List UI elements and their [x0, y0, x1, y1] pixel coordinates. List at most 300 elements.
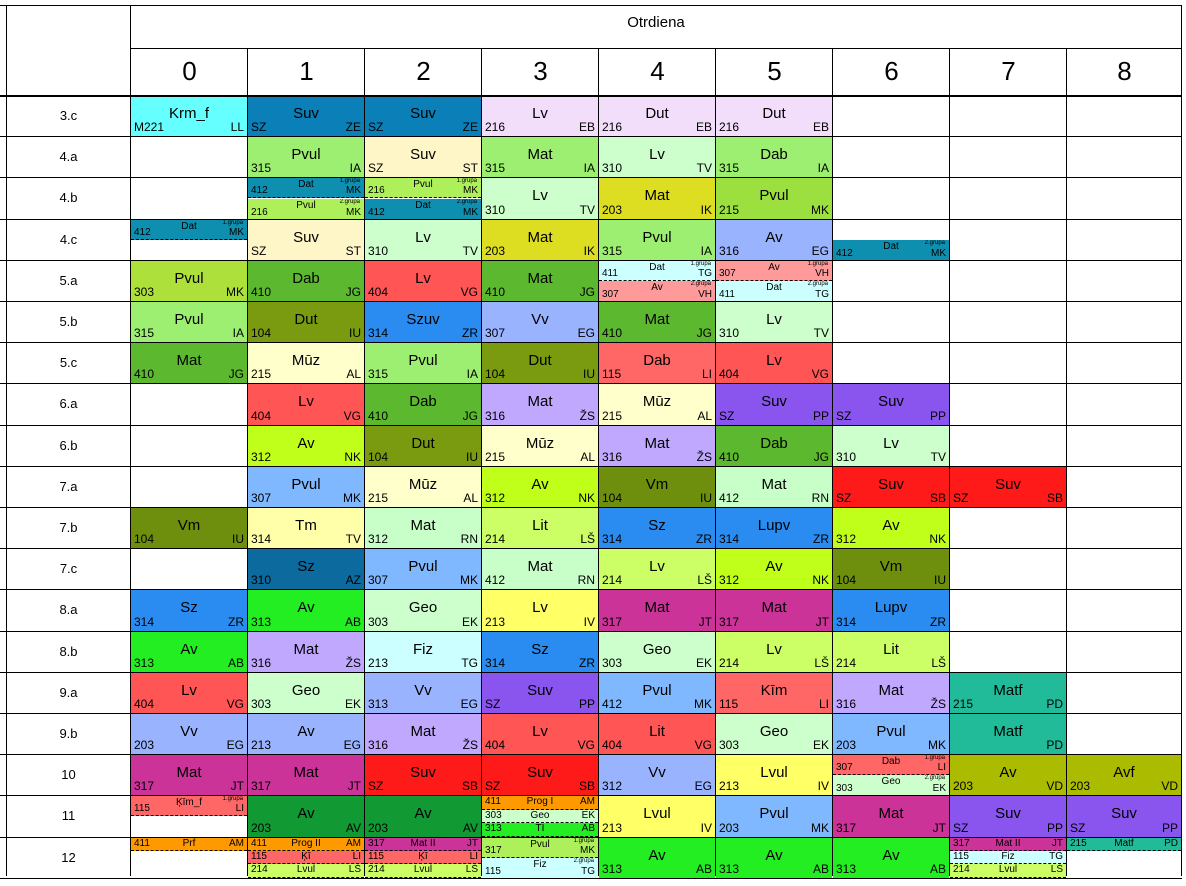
lesson-teacher: EK: [812, 738, 829, 753]
lesson-cell[interactable]: [716, 178, 832, 218]
lesson-cell[interactable]: [599, 467, 715, 507]
lesson-room: 115: [485, 865, 501, 877]
grid-line: [0, 5, 1182, 6]
lesson-cell[interactable]: [716, 673, 832, 713]
lesson-cell[interactable]: [131, 838, 247, 851]
lesson-cell[interactable]: [599, 343, 715, 383]
lesson-room: 312: [251, 449, 272, 464]
lesson-subject: Dab: [292, 269, 320, 287]
lesson-cell[interactable]: [248, 302, 364, 342]
lesson-cell[interactable]: [950, 838, 1066, 851]
lesson-cell[interactable]: [131, 343, 247, 383]
lesson-group: 1.grupa: [573, 837, 594, 844]
lesson-cell[interactable]: [833, 714, 949, 754]
lesson-teacher: IU: [700, 490, 712, 505]
lesson-teacher: LI: [352, 851, 361, 862]
lesson-cell[interactable]: [248, 838, 364, 851]
lesson-cell[interactable]: [248, 851, 364, 864]
lesson-subject: Prf: [182, 837, 196, 849]
lesson-teacher: AL: [346, 367, 361, 382]
lesson-cell[interactable]: [1067, 755, 1181, 795]
lesson-cell[interactable]: [833, 549, 949, 589]
lesson-cell[interactable]: [131, 96, 247, 136]
lesson-room: 314: [602, 532, 623, 547]
lesson-cell[interactable]: [716, 220, 832, 260]
lesson-group: 1.grupa: [456, 178, 477, 185]
lesson-cell[interactable]: [365, 467, 481, 507]
lesson-room: 315: [368, 367, 389, 382]
lesson-cell[interactable]: [365, 673, 481, 713]
lesson-cell[interactable]: [599, 178, 715, 218]
lesson-room: 404: [368, 284, 389, 299]
lesson-room: 317: [485, 844, 502, 856]
lesson-room: 410: [251, 284, 272, 299]
lesson-cell[interactable]: [482, 549, 598, 589]
lesson-subject: Matf: [993, 681, 1023, 699]
lesson-room: 213: [719, 779, 740, 794]
lesson-cell[interactable]: [482, 261, 598, 301]
lesson-cell[interactable]: [833, 384, 949, 424]
lesson-cell[interactable]: [248, 755, 364, 795]
lesson-teacher: LI: [701, 367, 712, 382]
lesson-teacher: IA: [466, 367, 478, 382]
lesson-cell[interactable]: [599, 302, 715, 342]
lesson-room: 313: [719, 861, 740, 876]
class-label: 4.a: [59, 149, 78, 164]
lesson-cell[interactable]: [599, 755, 715, 795]
lesson-subject: Ķī: [301, 851, 311, 862]
lesson-cell[interactable]: [482, 755, 598, 795]
lesson-cell[interactable]: [950, 755, 1066, 795]
lesson-teacher: NK: [578, 490, 595, 505]
lesson-room: 303: [251, 696, 272, 711]
lesson-cell[interactable]: [833, 508, 949, 548]
lesson-cell[interactable]: [365, 714, 481, 754]
lesson-room: 317: [368, 837, 385, 849]
lesson-room: 303: [134, 284, 155, 299]
lesson-cell[interactable]: [482, 137, 598, 177]
lesson-subject: Lupv: [874, 599, 908, 617]
lesson-subject: Sz: [648, 517, 666, 534]
lesson-room: 314: [836, 614, 857, 629]
lesson-cell[interactable]: [716, 590, 832, 630]
lesson-cell[interactable]: [950, 851, 1066, 864]
lesson-subject: Av: [765, 228, 783, 246]
lesson-cell[interactable]: [599, 508, 715, 548]
lesson-cell[interactable]: [482, 714, 598, 754]
lesson-teacher: MK: [346, 206, 361, 218]
lesson-subject: Lv: [883, 434, 899, 452]
lesson-cell[interactable]: [716, 796, 832, 836]
lesson-teacher: MK: [928, 738, 946, 753]
lesson-cell[interactable]: [599, 137, 715, 177]
lesson-teacher: EK: [932, 783, 946, 795]
lesson-subject: Geo: [759, 723, 789, 740]
lesson-teacher: ŽS: [696, 449, 712, 464]
lesson-cell[interactable]: [833, 755, 949, 775]
lesson-cell[interactable]: [131, 590, 247, 630]
period-header-6: 6: [884, 56, 899, 86]
lesson-cell[interactable]: [716, 632, 832, 672]
lesson-cell[interactable]: [248, 549, 364, 589]
lesson-room: 316: [485, 408, 506, 423]
lesson-room: 203: [368, 820, 389, 835]
lesson-subject: Mūz: [642, 393, 672, 411]
lesson-teacher: VG: [226, 696, 244, 711]
lesson-cell[interactable]: [365, 549, 481, 589]
lesson-cell[interactable]: [365, 426, 481, 466]
lesson-cell[interactable]: [131, 673, 247, 713]
lesson-subject: Pvul: [174, 269, 204, 287]
class-label: 7.a: [59, 479, 78, 494]
lesson-cell[interactable]: [365, 96, 481, 136]
lesson-cell[interactable]: [248, 864, 364, 877]
lesson-teacher: PD: [1164, 837, 1178, 849]
lesson-cell[interactable]: [482, 590, 598, 630]
lesson-cell[interactable]: [716, 467, 832, 507]
lesson-room: 412: [836, 247, 853, 259]
lesson-teacher: RN: [460, 532, 478, 547]
lesson-cell[interactable]: [365, 755, 481, 795]
lesson-cell[interactable]: [950, 796, 1066, 836]
lesson-room: 316: [251, 655, 272, 670]
lesson-cell[interactable]: [248, 714, 364, 754]
lesson-subject: Lv: [415, 269, 431, 287]
lesson-cell[interactable]: [599, 590, 715, 630]
lesson-teacher: ZR: [579, 655, 595, 670]
period-header-4: 4: [650, 56, 665, 86]
lesson-subject: Lvul: [998, 864, 1018, 876]
lesson-teacher: EG: [343, 738, 361, 753]
lesson-cell[interactable]: [131, 714, 247, 754]
lesson-cell[interactable]: [599, 632, 715, 672]
grid-line: [0, 672, 1182, 673]
lesson-subject: Lv: [766, 640, 782, 658]
lesson-cell[interactable]: [716, 261, 832, 281]
lesson-cell[interactable]: [833, 796, 949, 836]
lesson-subject: Mūz: [291, 352, 321, 370]
lesson-cell[interactable]: [716, 343, 832, 383]
lesson-room: 314: [485, 655, 506, 670]
lesson-cell[interactable]: [365, 384, 481, 424]
lesson-room: 411: [251, 837, 267, 849]
lesson-teacher: MK: [463, 185, 478, 197]
lesson-subject: Av: [297, 599, 315, 617]
lesson-cell[interactable]: [131, 508, 247, 548]
lesson-teacher: PP: [1161, 820, 1178, 835]
lesson-room: 216: [368, 185, 385, 197]
lesson-subject: Pvul: [413, 179, 433, 191]
lesson-room: 307: [251, 490, 272, 505]
lesson-subject: Suv: [878, 393, 904, 411]
lesson-cell[interactable]: [716, 281, 832, 301]
lesson-cell[interactable]: [716, 426, 832, 466]
lesson-cell[interactable]: [599, 549, 715, 589]
lesson-cell[interactable]: [482, 810, 598, 823]
lesson-cell[interactable]: [833, 838, 949, 878]
lesson-cell[interactable]: [248, 508, 364, 548]
lesson-subject: Ķīm_f: [175, 797, 203, 809]
lesson-cell[interactable]: [482, 838, 598, 858]
lesson-subject: Av: [297, 723, 315, 740]
lesson-cell[interactable]: [248, 137, 364, 177]
class-label: 11: [61, 808, 76, 823]
lesson-cell[interactable]: [716, 302, 832, 342]
lesson-room: 410: [368, 408, 389, 423]
lesson-room: 317: [953, 837, 970, 849]
lesson-teacher: LI: [469, 851, 478, 862]
lesson-teacher: JT: [466, 837, 478, 849]
lesson-cell[interactable]: [365, 796, 481, 836]
lesson-cell[interactable]: [833, 632, 949, 672]
lesson-cell[interactable]: [482, 178, 598, 218]
lesson-teacher: VH: [698, 288, 712, 300]
lesson-cell[interactable]: [599, 261, 715, 281]
lesson-cell[interactable]: [833, 240, 949, 260]
lesson-cell[interactable]: [131, 755, 247, 795]
lesson-cell[interactable]: [482, 96, 598, 136]
lesson-cell[interactable]: [248, 261, 364, 301]
lesson-cell[interactable]: [131, 220, 247, 240]
lesson-cell[interactable]: [248, 343, 364, 383]
lesson-cell[interactable]: [950, 467, 1066, 507]
lesson-subject: Mat: [527, 146, 553, 164]
lesson-teacher: IV: [583, 614, 595, 629]
lesson-room: 214: [953, 864, 970, 876]
lesson-teacher: TG: [461, 655, 478, 670]
lesson-cell[interactable]: [248, 467, 364, 507]
lesson-cell[interactable]: [365, 343, 481, 383]
class-label: 8.a: [59, 602, 78, 617]
lesson-cell[interactable]: [1067, 796, 1181, 836]
lesson-cell[interactable]: [482, 467, 598, 507]
lesson-subject: Dat: [766, 281, 782, 293]
lesson-teacher: RN: [811, 490, 829, 505]
lesson-cell[interactable]: [248, 199, 364, 219]
lesson-teacher: MK: [346, 185, 361, 197]
lesson-cell[interactable]: [482, 796, 598, 809]
lesson-cell[interactable]: [365, 137, 481, 177]
lesson-cell[interactable]: [365, 302, 481, 342]
lesson-cell[interactable]: [716, 838, 832, 878]
lesson-cell[interactable]: [950, 864, 1066, 877]
lesson-subject: Sz: [180, 599, 198, 617]
lesson-teacher: AV: [345, 820, 361, 835]
lesson-teacher: ZR: [930, 614, 946, 629]
lesson-cell[interactable]: [365, 864, 481, 877]
lesson-cell[interactable]: [365, 261, 481, 301]
lesson-cell[interactable]: [716, 714, 832, 754]
lesson-subject: Lv: [532, 723, 548, 740]
lesson-teacher: JG: [813, 449, 829, 464]
lesson-cell[interactable]: [716, 755, 832, 795]
lesson-subject: Mat: [293, 764, 319, 782]
lesson-cell[interactable]: [365, 199, 481, 219]
lesson-cell[interactable]: [482, 508, 598, 548]
lesson-cell[interactable]: [482, 823, 598, 836]
lesson-subject: Av: [297, 805, 315, 823]
lesson-cell[interactable]: [599, 796, 715, 836]
lesson-teacher: PP: [812, 408, 829, 423]
lesson-room: SZ: [251, 120, 267, 135]
lesson-room: SZ: [251, 243, 267, 258]
lesson-cell[interactable]: [365, 632, 481, 672]
lesson-subject: Dut: [645, 105, 669, 122]
lesson-cell[interactable]: [599, 220, 715, 260]
lesson-cell[interactable]: [482, 426, 598, 466]
lesson-cell[interactable]: [716, 137, 832, 177]
lesson-cell[interactable]: [248, 590, 364, 630]
lesson-teacher: AB: [929, 861, 946, 876]
lesson-cell[interactable]: [833, 426, 949, 466]
lesson-cell[interactable]: [482, 632, 598, 672]
lesson-subject: Av: [882, 517, 900, 534]
lesson-cell[interactable]: [131, 632, 247, 672]
lesson-room: 313: [368, 696, 389, 711]
lesson-room: 412: [719, 490, 740, 505]
lesson-cell[interactable]: [131, 796, 247, 816]
lesson-cell[interactable]: [599, 281, 715, 301]
lesson-teacher: JG: [345, 284, 361, 299]
lesson-cell[interactable]: [248, 632, 364, 672]
lesson-subject: Suv: [995, 475, 1021, 493]
lesson-teacher: JT: [230, 779, 244, 794]
lesson-room: 315: [719, 161, 740, 176]
lesson-teacher: RN: [577, 573, 595, 588]
lesson-cell[interactable]: [716, 384, 832, 424]
lesson-subject: Dat: [883, 240, 899, 252]
lesson-cell[interactable]: [365, 838, 481, 851]
lesson-cell[interactable]: [248, 426, 364, 466]
lesson-room: 410: [719, 449, 740, 464]
lesson-teacher: TV: [696, 161, 712, 176]
lesson-cell[interactable]: [365, 508, 481, 548]
lesson-room: 104: [602, 490, 623, 505]
lesson-cell[interactable]: [365, 590, 481, 630]
lesson-room: 316: [602, 449, 623, 464]
lesson-cell[interactable]: [950, 714, 1066, 754]
lesson-subject: Pvul: [408, 352, 438, 370]
lesson-group: 1.grupa: [690, 260, 711, 267]
grid-line: [6, 5, 7, 876]
lesson-subject: Suv: [878, 475, 904, 493]
lesson-room: 314: [719, 532, 740, 547]
lesson-cell[interactable]: [482, 220, 598, 260]
lesson-cell[interactable]: [833, 673, 949, 713]
lesson-teacher: EB: [695, 120, 712, 135]
lesson-subject: Pvul: [876, 723, 906, 740]
lesson-room: 404: [719, 367, 740, 382]
lesson-room: 410: [134, 367, 155, 382]
lesson-cell[interactable]: [482, 302, 598, 342]
lesson-room: 215: [1070, 837, 1087, 849]
lesson-teacher: IU: [934, 573, 946, 588]
lesson-room: 315: [485, 161, 506, 176]
lesson-cell[interactable]: [599, 96, 715, 136]
lesson-subject: Vm: [645, 475, 669, 493]
lesson-subject: Dat: [181, 220, 197, 232]
lesson-cell[interactable]: [599, 426, 715, 466]
lesson-cell[interactable]: [482, 384, 598, 424]
lesson-cell[interactable]: [716, 508, 832, 548]
lesson-subject: Sz: [531, 640, 549, 658]
lesson-cell[interactable]: [1067, 838, 1181, 851]
lesson-room: 314: [251, 532, 272, 547]
grid-line: [832, 48, 833, 876]
lesson-room: 214: [368, 864, 385, 876]
lesson-cell[interactable]: [716, 549, 832, 589]
lesson-room: 216: [719, 120, 740, 135]
lesson-group: 2.grupa: [339, 198, 360, 205]
lesson-room: 411: [134, 837, 150, 849]
lesson-room: 313: [485, 823, 502, 835]
lesson-cell[interactable]: [833, 467, 949, 507]
lesson-room: 314: [368, 326, 389, 341]
lesson-cell[interactable]: [248, 96, 364, 136]
lesson-subject: Suv: [761, 393, 787, 411]
lesson-subject: Lvul: [296, 864, 316, 876]
lesson-cell[interactable]: [833, 775, 949, 795]
lesson-cell[interactable]: [599, 838, 715, 878]
lesson-room: SZ: [368, 779, 384, 794]
lesson-teacher: EK: [581, 809, 595, 821]
lesson-cell[interactable]: [482, 858, 598, 878]
lesson-teacher: NK: [344, 449, 361, 464]
lesson-teacher: ZR: [462, 326, 478, 341]
lesson-cell[interactable]: [482, 673, 598, 713]
lesson-room: 410: [602, 326, 623, 341]
lesson-teacher: ZE: [462, 120, 478, 135]
lesson-subject: Suv: [293, 228, 319, 246]
lesson-cell[interactable]: [599, 673, 715, 713]
lesson-teacher: IV: [700, 820, 712, 835]
lesson-teacher: TV: [345, 532, 361, 547]
lesson-cell[interactable]: [599, 384, 715, 424]
lesson-cell[interactable]: [365, 178, 481, 198]
lesson-cell[interactable]: [248, 673, 364, 713]
class-label: 4.c: [59, 232, 78, 247]
lesson-subject: Mat: [761, 475, 787, 493]
lesson-room: 303: [368, 614, 389, 629]
lesson-room: 317: [836, 820, 857, 835]
lesson-cell[interactable]: [716, 96, 832, 136]
lesson-cell[interactable]: [599, 714, 715, 754]
lesson-room: 215: [719, 202, 740, 217]
lesson-teacher: ŽS: [345, 655, 361, 670]
lesson-cell[interactable]: [248, 178, 364, 198]
lesson-cell[interactable]: [248, 796, 364, 836]
lesson-cell[interactable]: [950, 673, 1066, 713]
lesson-cell[interactable]: [131, 302, 247, 342]
lesson-cell[interactable]: [482, 343, 598, 383]
lesson-room: 315: [251, 161, 272, 176]
lesson-room: 203: [953, 779, 974, 794]
lesson-teacher: NK: [812, 573, 829, 588]
lesson-subject: Av: [765, 846, 783, 864]
lesson-cell[interactable]: [248, 384, 364, 424]
lesson-cell[interactable]: [365, 220, 481, 260]
lesson-room: 315: [602, 243, 623, 258]
lesson-room: 317: [134, 779, 155, 794]
lesson-cell[interactable]: [365, 851, 481, 864]
lesson-teacher: EK: [695, 655, 712, 670]
lesson-room: 310: [719, 326, 740, 341]
grid-line: [130, 5, 131, 876]
lesson-subject: Av: [765, 558, 783, 576]
lesson-cell[interactable]: [131, 261, 247, 301]
lesson-cell[interactable]: [248, 220, 364, 260]
lesson-cell[interactable]: [833, 590, 949, 630]
